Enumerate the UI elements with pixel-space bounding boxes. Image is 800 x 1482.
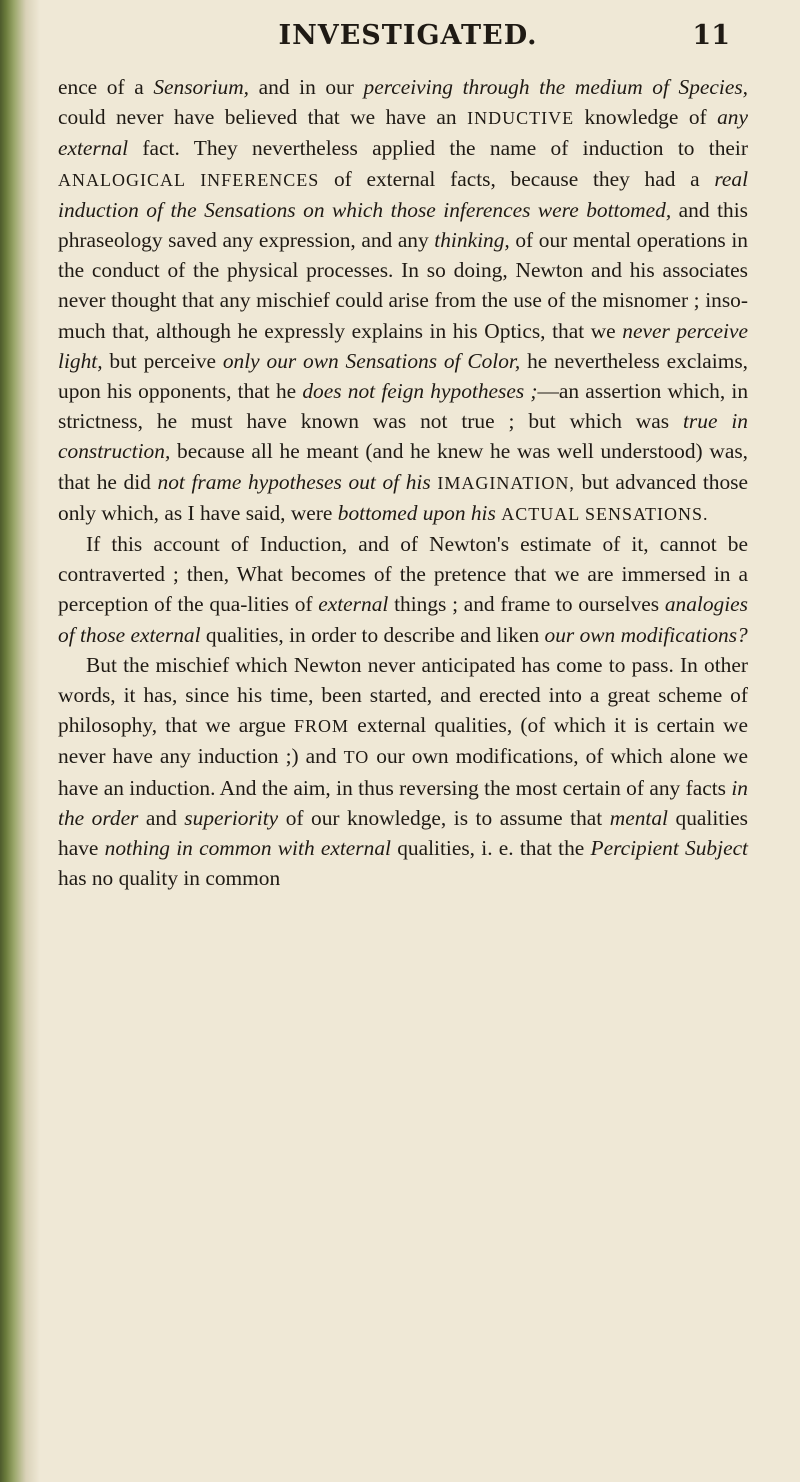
text-run: of our mental operations in the conduct of the physical processes. In so doing, Newton and his associates never thought that any mischief could arise from the use of the misnomer ; inso-much that, although he expressly explains in his Optics, that we — [58, 228, 748, 343]
running-head: INVESTIGATED. — [278, 20, 538, 51]
text-run: qualities, in order to describe and liken — [200, 622, 545, 647]
text-run: our own modifications, of which alone we have an induction. And the aim, in thus reversing the most certain of any facts — [58, 744, 748, 800]
italic-run: does not feign hypotheses ; — [302, 379, 538, 404]
italic-run: external — [318, 592, 389, 617]
text-run: but perceive — [102, 348, 223, 373]
italic-run: real induction of the Sensations on which those inferences were bottomed, — [58, 166, 749, 222]
italic-run: nothing in common with external — [104, 836, 391, 861]
italic-run: Percipient Subject — [590, 836, 749, 861]
text-run: and in our — [249, 75, 364, 99]
text-run: of our knowledge, is to assume that — [278, 805, 610, 830]
text-run: of external facts, because they had a — [319, 166, 715, 191]
italic-run: our own modifications? — [544, 622, 748, 647]
italic-run: superiority — [184, 805, 279, 830]
book-page — [58, 0, 758, 1482]
italic-run: never perceive light, — [58, 318, 748, 373]
paragraph — [58, 72, 748, 529]
italic-run: only our own Sensations of Color, — [222, 348, 521, 373]
text-run: knowledge of — [574, 105, 718, 130]
italic-run: bottomed upon his — [337, 500, 496, 525]
text-run: has no quality in common — [58, 866, 281, 891]
italic-run: Sensorium, — [153, 75, 250, 99]
text-run: qualities have — [58, 805, 748, 861]
text-run: he nevertheless exclaims, upon his opponents, that he — [58, 348, 749, 404]
small-caps-run: ANALOGICAL INFERENCES — [58, 169, 320, 190]
italic-run: in the order — [58, 775, 748, 830]
text-run: But the mischief which Newton never anticipated has come to pass. In other words, it has, since his time, been started, and erected into a great scheme of philosophy, that we argue — [58, 652, 748, 738]
italic-run: any external — [58, 105, 748, 161]
text-run: and this phraseology saved any expression, and any — [58, 197, 748, 253]
text-run: —an assertion which, in strictness, he must have known was not true ; but which was — [58, 379, 749, 434]
small-caps-run: TO — [343, 747, 370, 768]
italic-run: true in construction, — [58, 409, 748, 464]
small-caps-run: INDUCTIVE — [467, 108, 575, 129]
text-run: could never have believed that we have an — [58, 105, 468, 130]
text-run: fact. They nevertheless applied the name of induction to their — [128, 136, 748, 161]
text-run: external qualities, (of which it is certain we never have any induction ;) and — [58, 713, 748, 769]
small-caps-run: ACTUAL SENSATIONS. — [501, 503, 709, 524]
text-run: ence of a — [58, 75, 154, 99]
italic-run: mental — [609, 805, 668, 830]
book-gutter-shadow — [0, 0, 40, 1482]
small-caps-run: IMAGINATION, — [437, 472, 575, 493]
italic-run: thinking, — [434, 228, 510, 253]
italic-run: not frame hypotheses out of his — [157, 469, 431, 494]
text-run: and — [138, 805, 185, 830]
small-caps-run: FROM — [294, 716, 350, 737]
page-header — [58, 0, 758, 60]
paragraph — [58, 650, 748, 894]
text-run: If this account of Induction, and of Newton's estimate of it, cannot be contraverted ; then, What becomes of the pretence that we are immersed in a perception of the qua-lities of — [58, 532, 748, 617]
text-run: because all he meant (and he knew he was well understood) was, that he did — [58, 439, 748, 494]
italic-run: analogies of those external — [58, 592, 748, 647]
body-text — [58, 72, 758, 893]
text-run: qualities, i. e. that the — [390, 836, 591, 861]
text-run: but advanced those only which, as I have said, were — [58, 469, 748, 525]
italic-run: perceiving through the medium of Species, — [363, 75, 748, 99]
page-number: 11 — [692, 20, 730, 51]
paragraph — [58, 529, 748, 650]
text-run: things ; and frame to ourselves — [388, 592, 665, 617]
